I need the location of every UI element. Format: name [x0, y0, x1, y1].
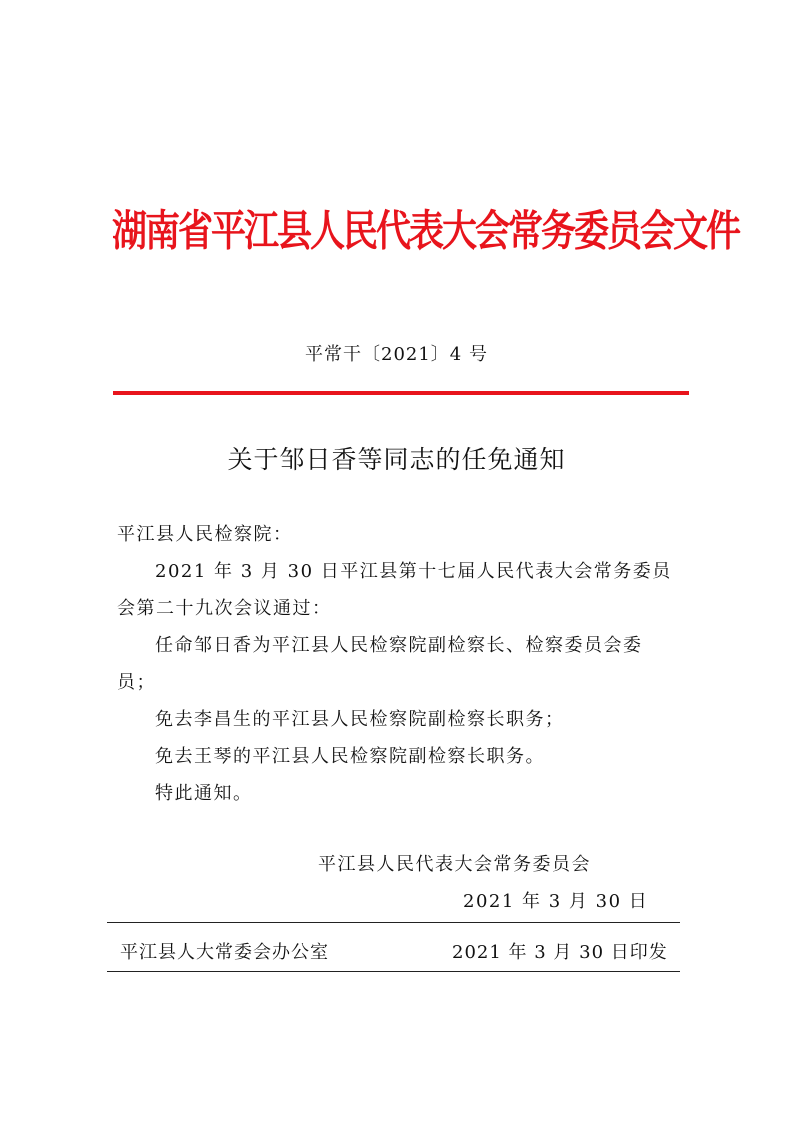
footer-top-rule: [107, 922, 680, 923]
red-divider: [113, 391, 689, 395]
footer-bottom-rule: [107, 971, 680, 972]
document-number: 平常干〔2021〕4 号: [305, 344, 488, 365]
document-header-title: 湖南省平江县人民代表大会常务委员会文件: [112, 206, 740, 257]
footer-issue-date: 2021 年 3 月 30 日印发: [452, 942, 668, 963]
signature-org: 平江县人民代表大会常务委员会: [318, 854, 591, 875]
body-line-1: 2021 年 3 月 30 日平江县第十七届人民代表大会常务委员: [155, 561, 672, 582]
body-line-4: 员；: [117, 672, 156, 693]
body-line-5: 免去李昌生的平江县人民检察院副检察长职务；: [155, 709, 565, 730]
addressee: 平江县人民检察院：: [117, 524, 293, 545]
footer-office: 平江县人大常委会办公室: [120, 942, 329, 963]
body-line-6: 免去王琴的平江县人民检察院副检察长职务。: [155, 746, 545, 767]
signature-date: 2021 年 3 月 30 日: [463, 891, 649, 912]
body-line-2: 会第二十九次会议通过：: [117, 598, 332, 619]
body-line-7: 特此通知。: [155, 783, 253, 804]
body-line-3: 任命邹日香为平江县人民检察院副检察长、检察委员会委: [155, 635, 643, 656]
document-title: 关于邹日香等同志的任免通知: [227, 445, 566, 474]
